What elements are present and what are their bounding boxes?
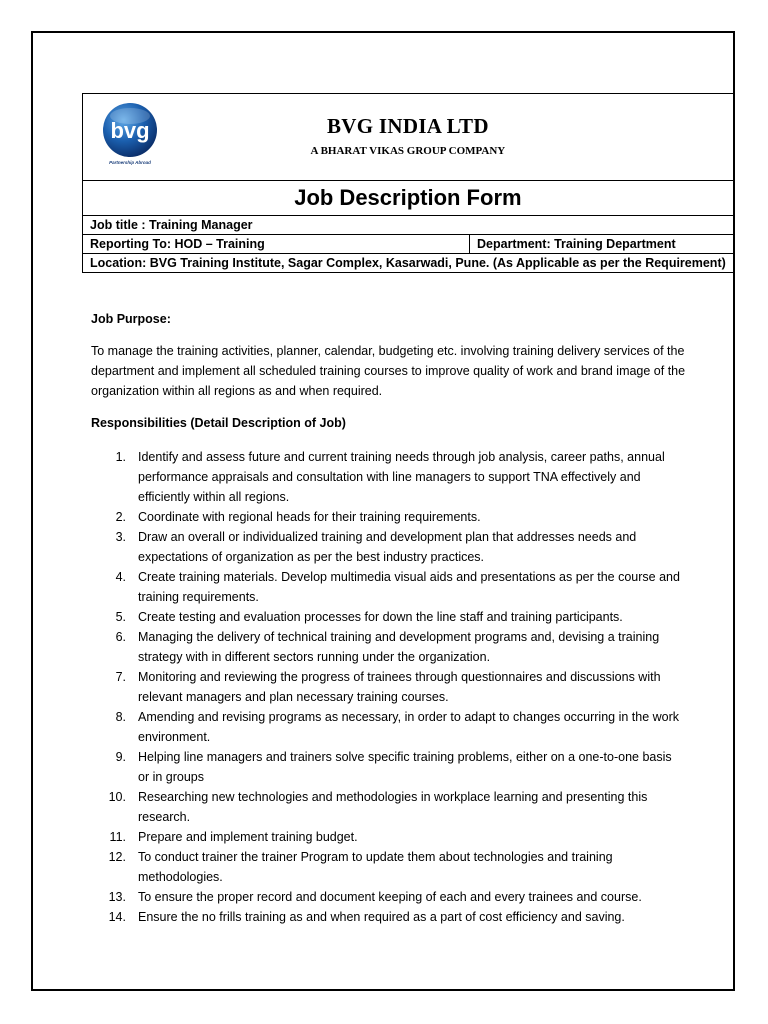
list-item bbox=[91, 447, 681, 507]
list-item bbox=[91, 827, 681, 847]
list-item-text: Managing the delivery of technical training and development programs and, devising a training strategy with in different sectors running under the organization. bbox=[138, 630, 660, 664]
list-item-number: 9. bbox=[115, 750, 126, 764]
job-purpose-text: To manage the training activities, planner, calendar, budgeting etc. involving training delivery services of the department and implement all scheduled training courses to improve quality of work and brand image of the organization within all regions as and when required. bbox=[91, 344, 686, 398]
list-item-number: 10. bbox=[108, 790, 126, 804]
list-item-text: Amending and revising programs as necessary, in order to adapt to changes occurring in the work environment. bbox=[138, 710, 680, 744]
list-item-text: Ensure the no frills training as and when required as a part of cost efficiency and saving. bbox=[138, 910, 625, 924]
list-item-text: Researching new technologies and methodologies in workplace learning and presenting this research. bbox=[138, 790, 648, 824]
list-item-number: 7. bbox=[115, 670, 126, 684]
reporting-to-field: Reporting To: HOD – Training bbox=[83, 235, 470, 254]
location-field: Location: BVG Training Institute, Sagar Complex, Kasarwadi, Pune. (As Applicable as per the Requirement) bbox=[83, 254, 734, 273]
list-item bbox=[91, 627, 681, 667]
department-field: Department: Training Department bbox=[470, 235, 734, 254]
responsibilities-heading: Responsibilities (Detail Description of Job) bbox=[91, 416, 346, 430]
list-item-number: 6. bbox=[115, 630, 126, 644]
list-item-number: 14. bbox=[108, 910, 126, 924]
list-item-number: 4. bbox=[115, 570, 126, 584]
list-item bbox=[91, 507, 681, 527]
logo-tagline: Partnership Abroad bbox=[109, 160, 151, 165]
list-item bbox=[91, 667, 681, 707]
list-item-text: Prepare and implement training budget. bbox=[138, 830, 358, 844]
list-item bbox=[91, 707, 681, 747]
list-item-text: Helping line managers and trainers solve specific training problems, either on a one-to-one basis or in groups bbox=[138, 750, 672, 784]
list-item bbox=[91, 887, 681, 907]
job-title-field: Job title : Training Manager bbox=[83, 216, 734, 235]
list-item-text: To ensure the proper record and document keeping of each and every trainees and course. bbox=[138, 890, 642, 904]
list-item-number: 12. bbox=[108, 850, 126, 864]
list-item-number: 1. bbox=[115, 450, 126, 464]
company-header bbox=[83, 94, 734, 181]
list-item-text: To conduct trainer the trainer Program to update them about technologies and training methodologies. bbox=[138, 850, 613, 884]
form-title: Job Description Form bbox=[83, 181, 734, 216]
job-purpose-heading: Job Purpose: bbox=[91, 312, 171, 326]
list-item bbox=[91, 907, 681, 927]
list-item bbox=[91, 567, 681, 607]
list-item-number: 8. bbox=[115, 710, 126, 724]
responsibilities-list bbox=[91, 447, 681, 927]
list-item-number: 5. bbox=[115, 610, 126, 624]
list-item-text: Coordinate with regional heads for their training requirements. bbox=[138, 510, 481, 524]
logo-text: bvg bbox=[110, 118, 150, 143]
header-table bbox=[82, 93, 734, 273]
list-item bbox=[91, 607, 681, 627]
company-name: BVG INDIA LTD bbox=[326, 114, 489, 138]
list-item-text: Identify and assess future and current training needs through job analysis, career paths, annual performance appraisals and consultation with line managers to support TNA effectively and efficiently within all regions. bbox=[138, 450, 665, 504]
list-item-number: 13. bbox=[108, 890, 126, 904]
list-item-text: Draw an overall or individualized training and development plan that addresses needs and expectations of organization as per the best industry practices. bbox=[138, 530, 637, 564]
list-item bbox=[91, 747, 681, 787]
list-item-number: 11. bbox=[109, 830, 126, 844]
list-item-number: 2. bbox=[115, 510, 126, 524]
list-item bbox=[91, 527, 681, 567]
list-item-text: Monitoring and reviewing the progress of trainees through questionnaires and discussions with relevant managers and plan necessary training courses. bbox=[138, 670, 661, 704]
list-item bbox=[91, 847, 681, 887]
list-item-text: Create testing and evaluation processes for down the line staff and training participants. bbox=[138, 610, 623, 624]
list-item-text: Create training materials. Develop multimedia visual aids and presentations as per the course and training requirements. bbox=[138, 570, 680, 604]
company-subtitle: A BHARAT VIKAS GROUP COMPANY bbox=[310, 145, 506, 157]
list-item bbox=[91, 787, 681, 827]
list-item-number: 3. bbox=[115, 530, 126, 544]
